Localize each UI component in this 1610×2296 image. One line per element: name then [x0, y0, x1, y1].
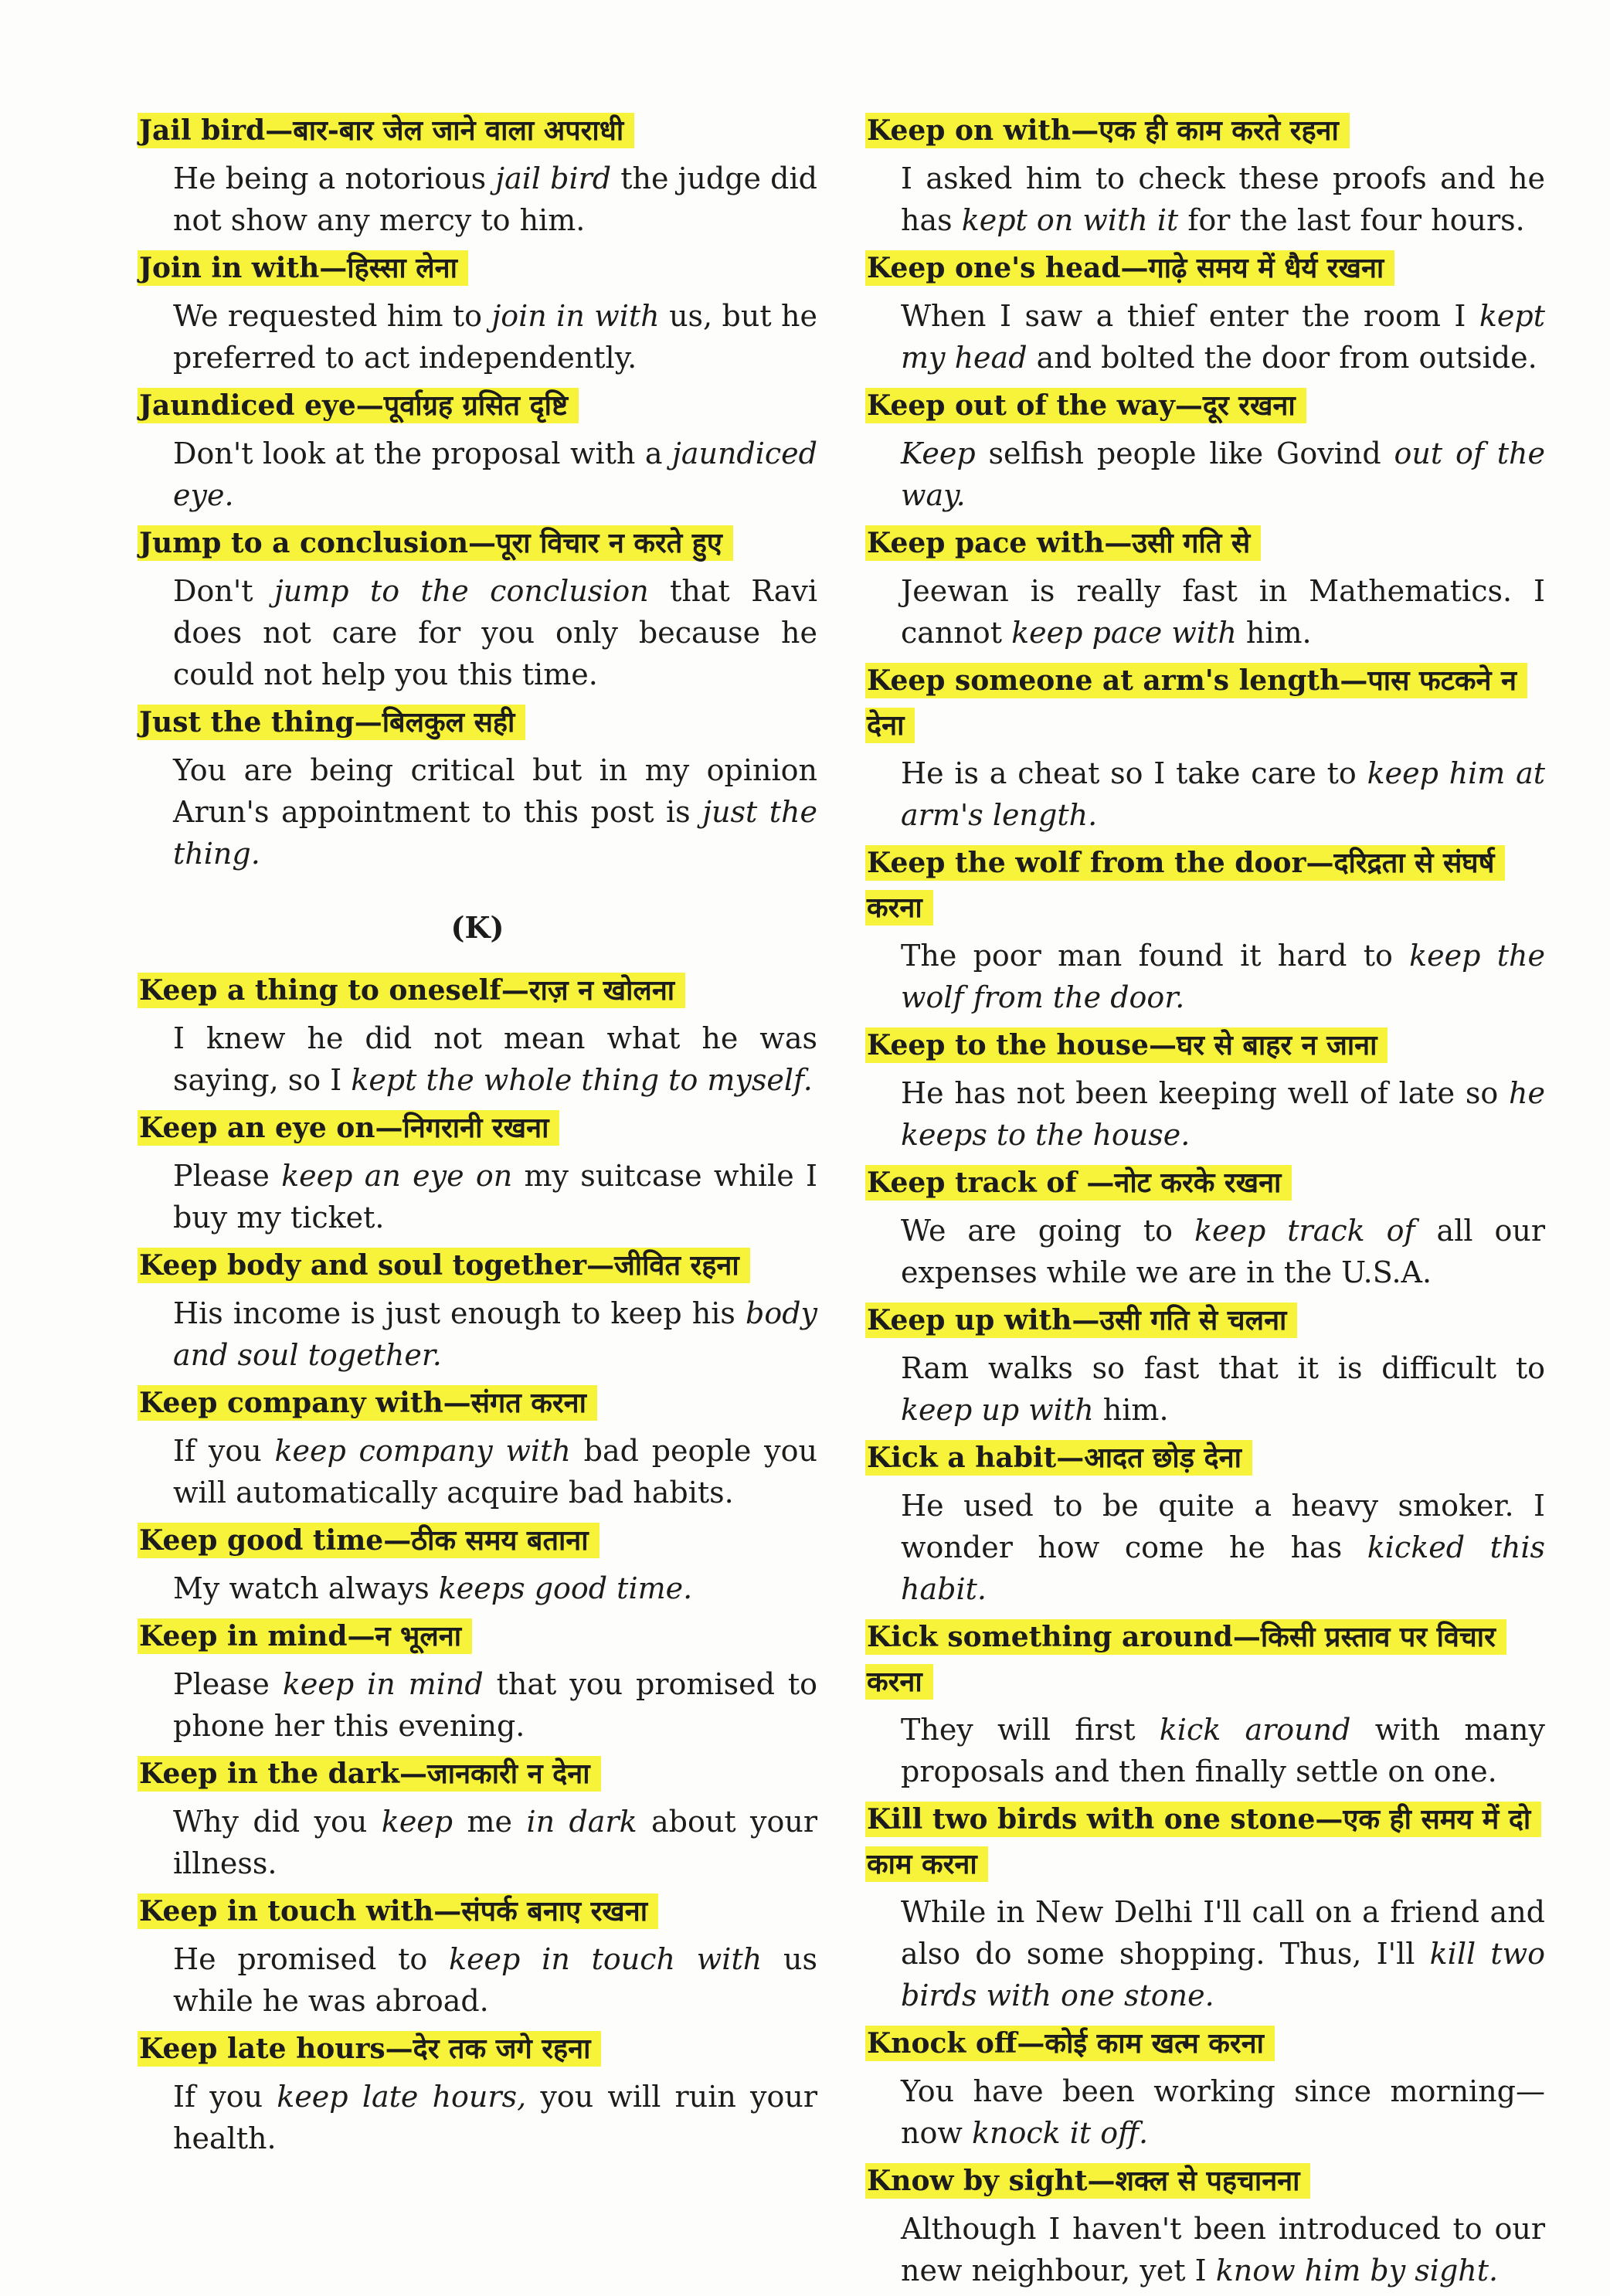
- section-heading-k: (K): [450, 910, 504, 945]
- entry-kill-two-birds-with-one-stone: [865, 1797, 1545, 2016]
- example-sentence: I asked him to check these proofs and he has kept on with it for the last four hours.: [901, 161, 1545, 237]
- idiom-heading: Kill two birds with one stone—एक ही समय में दो काम करना: [865, 1802, 1541, 1882]
- idiom-heading: Keep in mind—न भूलना: [138, 1618, 472, 1654]
- entry-keep-in-touch-with: [138, 1889, 817, 2022]
- idiom-heading: Keep body and soul together—जीवित रहना: [138, 1248, 750, 1283]
- idiom-usage: body and soul together.: [173, 1296, 817, 1372]
- idiom-usage: just the thing.: [173, 795, 818, 871]
- entry-keep-an-eye-on: [138, 1106, 817, 1238]
- example-sentence: We requested him to join in with us, but he preferred to act independently.: [173, 299, 817, 375]
- entry-keep-company-with: [138, 1381, 817, 1513]
- idiom-heading: Kick a habit—आदत छोड़ देना: [865, 1440, 1252, 1476]
- idiom-usage: kept my head: [901, 299, 1545, 375]
- entry-keep-out-of-the-way: [865, 383, 1545, 516]
- entry-keep-pace-with: [865, 521, 1545, 654]
- entry-jail-bird: [138, 108, 817, 241]
- idiom-heading: Keep good time—ठीक समय बताना: [138, 1523, 600, 1558]
- example-sentence: He has not been keeping well of late so he keeps to the house.: [901, 1076, 1545, 1152]
- entry-keep-body-and-soul-together: [138, 1243, 817, 1376]
- idiom-heading: Keep out of the way—दूर रखना: [865, 388, 1306, 423]
- entry-keep-to-the-house: [865, 1023, 1545, 1156]
- example-sentence: He promised to keep in touch with us while he was abroad.: [173, 1942, 817, 2018]
- idiom-usage: jump to the conclusion: [273, 574, 649, 608]
- example-sentence: Jeewan is really fast in Mathematics. I cannot keep pace with him.: [901, 574, 1545, 650]
- example-sentence: If you keep company with bad people you will automatically acquire bad habits.: [173, 1434, 817, 1510]
- idiom-usage: join in with: [491, 299, 660, 333]
- idiom-usage: jaundiced eye.: [173, 436, 817, 512]
- entry-keep-on-with: [865, 108, 1545, 241]
- example-sentence: Please keep an eye on my suitcase while I buy my ticket.: [173, 1159, 817, 1235]
- idiom-heading: Keep up with—उसी गति से चलना: [865, 1303, 1297, 1338]
- entry-kick-a-habit: [865, 1435, 1545, 1610]
- example-sentence: He being a notorious jail bird the judge did not show any mercy to him.: [173, 161, 817, 237]
- example-sentence: I knew he did not mean what he was saying, so I kept the whole thing to myself.: [173, 1021, 817, 1097]
- idiom-usage: keep pace with: [1011, 616, 1237, 650]
- example-sentence: They will first kick around with many proposals and then finally settle on one.: [901, 1713, 1545, 1788]
- idiom-usage: kicked this habit.: [901, 1530, 1545, 1606]
- idiom-heading: Keep the wolf from the door—दरिद्रता से संघर्ष करना: [865, 845, 1505, 926]
- idiom-usage: keep in touch with: [449, 1942, 763, 1976]
- entry-keep-one-s-head: [865, 246, 1545, 379]
- entry-keep-up-with: [865, 1298, 1545, 1431]
- idiom-usage: keep company with: [274, 1434, 571, 1468]
- idiom-usage: he keeps to the house.: [901, 1076, 1545, 1152]
- idiom-usage: jail bird: [495, 161, 612, 195]
- entry-join-in-with: [138, 246, 817, 379]
- entry-keep-the-wolf-from-the-door: [865, 841, 1545, 1018]
- idiom-heading: Keep in touch with—संपर्क बनाए रखना: [138, 1894, 658, 1929]
- idiom-heading: Keep company with—संगत करना: [138, 1385, 597, 1421]
- idiom-usage: kick around: [1159, 1713, 1351, 1747]
- idiom-heading: Keep an eye on—निगरानी रखना: [138, 1110, 559, 1146]
- entry-keep-in-the-dark: [138, 1751, 817, 1884]
- idiom-heading: Keep someone at arm's length—पास फटकने न देना: [865, 663, 1527, 743]
- idiom-heading: Jaundiced eye—पूर्वाग्रह ग्रसित दृष्टि: [138, 388, 579, 423]
- example-sentence: His income is just enough to keep his body and soul together.: [173, 1296, 817, 1372]
- entry-jaundiced-eye: [138, 383, 817, 516]
- entry-jump-to-a-conclusion: [138, 521, 817, 695]
- example-sentence: We are going to keep track of all our expenses while we are in the U.S.A.: [901, 1214, 1545, 1289]
- left-column: [138, 108, 817, 2164]
- example-sentence: Ram walks so fast that it is difficult to keep up with him.: [901, 1351, 1545, 1427]
- idiom-heading: Keep to the house—घर से बाहर न जाना: [865, 1027, 1388, 1063]
- example-sentence: You have been working since morning—now knock it off.: [901, 2074, 1545, 2150]
- idiom-heading: Jail bird—बार-बार जेल जाने वाला अपराधी: [138, 113, 634, 148]
- example-sentence: The poor man found it hard to keep the wolf from the door.: [901, 939, 1545, 1014]
- right-column: [865, 108, 1545, 2296]
- idiom-usage: keep late hours,: [277, 2080, 527, 2114]
- example-sentence: You are being critical but in my opinion Arun's appointment to this post is just the thing.: [173, 753, 818, 871]
- entry-keep-in-mind: [138, 1614, 817, 1747]
- idiom-usage: keep up with: [901, 1393, 1094, 1427]
- idiom-usage: know him by sight.: [1215, 2254, 1499, 2288]
- example-sentence: My watch always keeps good time.: [173, 1571, 693, 1605]
- idiom-heading: Keep on with—एक ही काम करते रहना: [865, 113, 1350, 148]
- idiom-heading: Keep late hours—देर तक जगे रहना: [138, 2031, 601, 2067]
- example-sentence: Don't look at the proposal with a jaundiced eye.: [173, 436, 817, 512]
- example-sentence: Why did you keep me in dark about your illness.: [173, 1805, 818, 1880]
- idiom-usage: kept the whole thing to myself.: [351, 1063, 813, 1097]
- idiom-usage: keep the wolf from the door.: [901, 939, 1545, 1014]
- example-sentence: Although I haven't been introduced to our new neighbour, yet I know him by sight.: [901, 2212, 1545, 2288]
- idiom-usage: keep in mind: [282, 1667, 484, 1701]
- example-sentence: Don't jump to the conclusion that Ravi does not care for you only because he could not help you this time.: [173, 574, 817, 691]
- entry-keep-late-hours: [138, 2026, 817, 2159]
- idiom-usage: keeps good time.: [438, 1571, 693, 1605]
- example-sentence: If you keep late hours, you will ruin your health.: [173, 2080, 817, 2155]
- idiom-usage: knock it off.: [971, 2116, 1149, 2150]
- entry-know-by-sight: [865, 2158, 1545, 2291]
- idiom-heading: Keep one's head—गाढ़े समय में धैर्य रखना: [865, 250, 1394, 286]
- idiom-usage: Keep: [901, 436, 976, 470]
- entry-keep-a-thing-to-oneself: [138, 968, 817, 1101]
- entry-keep-someone-at-arm-s-length: [865, 658, 1545, 836]
- idiom-heading: Keep a thing to oneself—राज़ न खोलना: [138, 973, 685, 1008]
- idiom-usage: out of the way.: [901, 436, 1545, 512]
- example-sentence: When I saw a thief enter the room I kept my head and bolted the door from outside.: [901, 299, 1545, 375]
- idiom-heading: Keep pace with—उसी गति से: [865, 525, 1261, 561]
- example-sentence: Keep selfish people like Govind out of the way.: [901, 436, 1545, 512]
- idiom-usage: kill two birds with one stone.: [901, 1937, 1545, 2012]
- idiom-usage: keep him at arm's length.: [901, 756, 1546, 832]
- example-sentence: He is a cheat so I take care to keep him at arm's length.: [901, 756, 1546, 832]
- entry-just-the-thing: [138, 700, 817, 875]
- entry-kick-something-around: [865, 1615, 1545, 1792]
- example-sentence: He used to be quite a heavy smoker. I wonder how come he has kicked this habit.: [901, 1489, 1545, 1606]
- idiom-heading: Keep track of —नोट करके रखना: [865, 1165, 1292, 1201]
- idiom-heading: Know by sight—शक्ल से पहचानना: [865, 2163, 1310, 2199]
- idiom-heading: Kick something around—किसी प्रस्ताव पर विचार करना: [865, 1619, 1506, 1700]
- idiom-heading: Keep in the dark—जानकारी न देना: [138, 1756, 601, 1792]
- entry-keep-good-time: [138, 1518, 817, 1609]
- idiom-heading: Just the thing—बिलकुल सही: [138, 705, 525, 740]
- idiom-usage: keep an eye on: [281, 1159, 513, 1193]
- idiom-usage: keep track of: [1194, 1214, 1415, 1248]
- idiom-heading: Join in with—हिस्सा लेना: [138, 250, 468, 286]
- idiom-usage: in dark: [526, 1805, 637, 1839]
- example-sentence: Please keep in mind that you promised to phone her this evening.: [173, 1667, 817, 1743]
- example-sentence: While in New Delhi I'll call on a friend and also do some shopping. Thus, I'll kill two birds with one stone.: [901, 1895, 1545, 2012]
- idiom-heading: Jump to a conclusion—पूरा विचार न करते हुए: [138, 525, 733, 561]
- idiom-heading: Knock off—कोई काम खत्म करना: [865, 2026, 1275, 2061]
- entry-keep-track-of: [865, 1160, 1545, 1293]
- idiom-usage: kept on with it: [961, 203, 1179, 237]
- entry-knock-off: [865, 2021, 1545, 2154]
- idiom-usage: keep: [381, 1805, 453, 1839]
